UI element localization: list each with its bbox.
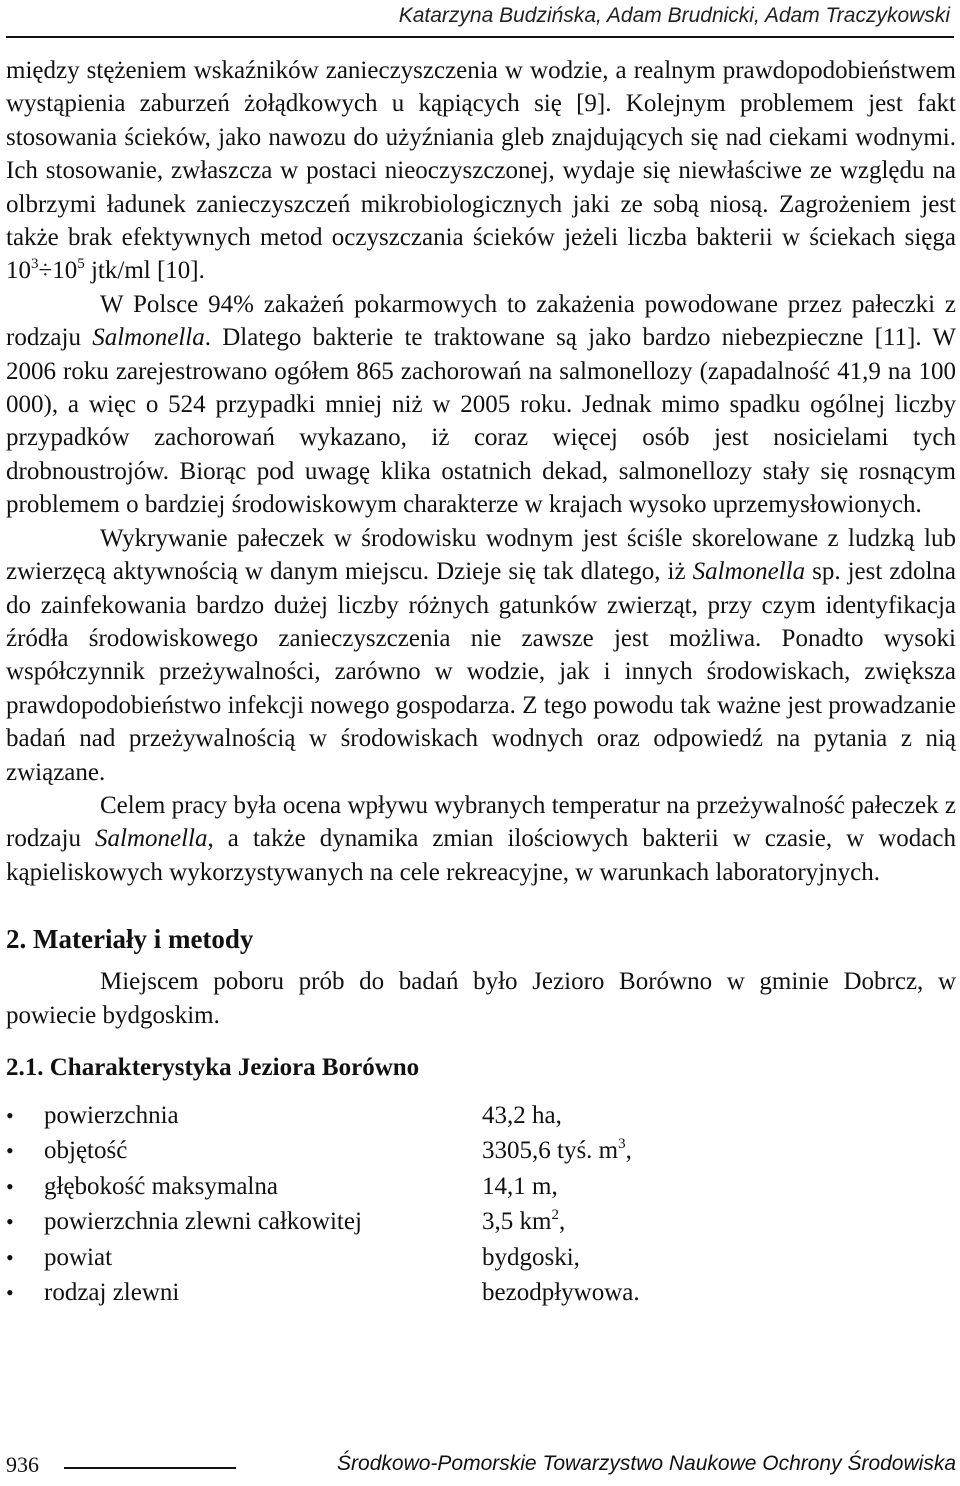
page-body xyxy=(6,54,956,1311)
characteristic-label: powierzchnia zlewni całkowitej xyxy=(44,1208,362,1236)
list-item xyxy=(6,1133,956,1169)
characteristic-value xyxy=(482,1275,640,1311)
list-item xyxy=(6,1204,956,1240)
page-number: 936 xyxy=(6,1452,39,1477)
footer-journal-name: Środkowo-Pomorskie Towarzystwo Naukowe Ochrony Środowiska xyxy=(337,1452,956,1475)
characteristic-value xyxy=(482,1098,562,1134)
characteristic-label: głębokość maksymalna xyxy=(44,1172,278,1200)
section-2-1-heading: 2.1. Charakterystyka Jeziora Borówno xyxy=(6,1053,420,1081)
bullet-icon: • xyxy=(6,1102,14,1128)
list-item xyxy=(6,1098,956,1134)
footer-rule xyxy=(64,1467,236,1469)
lake-characteristics-list xyxy=(6,1098,956,1311)
value-text: bezodpływowa. xyxy=(482,1279,640,1307)
exponent-5: 5 xyxy=(77,256,85,273)
paragraph-4-text: Celem pracy była ocena wpływu wybranych temperatur na przeżywalność pałeczek z rodzaju xyxy=(6,791,956,853)
paragraph-4 xyxy=(6,789,956,889)
paragraph-3 xyxy=(6,522,956,789)
paragraph-2-end: . Dlatego bakterie te traktowane są jako bardzo niebezpieczne [11]. W 2006 roku zarejestrowano ogółem 865 zachorowań na salmonellozy (zapadalność 41,9 na 100 000), a więc o 524 przypadki mniej niż w 2005 roku. Jednak mimo spadku ogólnej liczby przypadków zachorowań wykazano, iż coraz więcej osób jest nosicielami tych drobnoustrojów. Biorąc pod uwagę klika ostatnich dekad, salmonellozy stały się rosnącym problemem o bardziej środowiskowym charakterze w krajach wysoko uprzemysłowionych. xyxy=(6,324,956,519)
value-text: 14,1 m, xyxy=(482,1172,558,1200)
bullet-icon: • xyxy=(6,1138,14,1164)
characteristic-label: powiat xyxy=(44,1243,113,1271)
paragraph-3-text: Wykrywanie pałeczek w środowisku wodnym jest ściśle skorelowane z ludzką lub zwierzęcą aktywnością w danym miejscu. Dzieje się tak dlatego, iż xyxy=(6,524,956,586)
range-separator: ÷10 xyxy=(38,257,78,285)
salmonella-italic: Salmonella xyxy=(692,558,806,586)
unit-exponent: 3 xyxy=(618,1136,626,1153)
list-item xyxy=(6,1169,956,1205)
characteristic-label: objętość xyxy=(44,1137,128,1165)
section-2-heading: 2. Materiały i metody xyxy=(6,924,254,955)
section-2-text: Miejscem poboru prób do badań było Jezioro Borówno w gminie Dobrcz, w powiecie bydgoskim. xyxy=(6,968,956,1029)
paragraph-4-end: , a także dynamika zmian ilościowych bakterii w czasie, w wodach kąpieliskowych wykorzystywanych na cele rekreacyjne, w warunkach laboratoryjnych. xyxy=(6,825,956,886)
characteristic-label: powierzchnia xyxy=(44,1101,179,1129)
header-rule xyxy=(6,36,954,38)
characteristic-value xyxy=(482,1240,580,1276)
paragraph-1-end: jtk/ml [10]. xyxy=(84,257,205,285)
value-tail: , xyxy=(625,1137,632,1165)
list-item xyxy=(6,1240,956,1276)
bullet-icon: • xyxy=(6,1280,14,1306)
salmonella-italic: Salmonella xyxy=(92,324,205,352)
characteristic-label: rodzaj zlewni xyxy=(44,1279,180,1307)
bullet-icon: • xyxy=(6,1173,14,1199)
characteristic-value xyxy=(482,1204,565,1240)
value-text: 3305,6 tyś. m xyxy=(482,1137,619,1165)
paragraph-2 xyxy=(6,288,956,522)
value-text: bydgoski, xyxy=(482,1243,580,1271)
characteristic-value xyxy=(482,1133,632,1169)
paragraph-3-end: sp. jest zdolna do zainfekowania bardzo dużej liczby różnych gatunków zwierząt, przy czym identyfikacja źródła środowiskowego zanieczyszczenia nie zawsze jest możliwa. Ponadto wysoki współczynnik przeżywalności, zarówno w wodzie, jak i innych środowiskach, zwiększa prawdopodobieństwo infekcji nowego gospodarza. Z tego powodu tak ważne jest prowadzanie badań nad przeżywalnością w środowiskach wodnych oraz odpowiedź na pytania z nią związane. xyxy=(6,558,956,786)
characteristic-value xyxy=(482,1169,558,1205)
salmonella-italic: Salmonella xyxy=(95,825,208,853)
value-text: 43,2 ha, xyxy=(482,1101,562,1129)
unit-exponent: 2 xyxy=(551,1207,559,1224)
page-footer xyxy=(6,1452,956,1482)
value-text: 3,5 km xyxy=(482,1208,552,1236)
paragraph-1 xyxy=(6,54,956,288)
exponent-3: 3 xyxy=(31,256,39,273)
paragraph-1-text: między stężeniem wskaźników zanieczyszczenia w wodzie, a realnym prawdopodobieństwem wystąpienia zaburzeń żołądkowych u kąpiących się [9]. Kolejnym problemem jest fakt stosowania ścieków, jako nawozu do użyźniania gleb znajdujących się nad ciekami wodnymi. Ich stosowanie, zwłaszcza w postaci nieoczyszczonej, wydaje się niewłaściwe ze względu na olbrzymi ładunek zanieczyszczeń mikrobiologicznych jaki ze sobą niosą. Zagrożeniem jest także brak efektywnych metod oczyszczania ścieków jeżeli liczba bakterii w ściekach sięga 10 xyxy=(6,57,956,285)
running-header-authors: Katarzyna Budzińska, Adam Brudnicki, Adam Traczykowski xyxy=(398,4,950,27)
list-item xyxy=(6,1275,956,1311)
paragraph-2-text: W Polsce 94% zakażeń pokarmowych to zakażenia powodowane przez pałeczki z rodzaju xyxy=(6,290,956,352)
bullet-icon: • xyxy=(6,1244,14,1270)
value-tail: , xyxy=(558,1208,566,1236)
bullet-icon: • xyxy=(6,1209,14,1235)
